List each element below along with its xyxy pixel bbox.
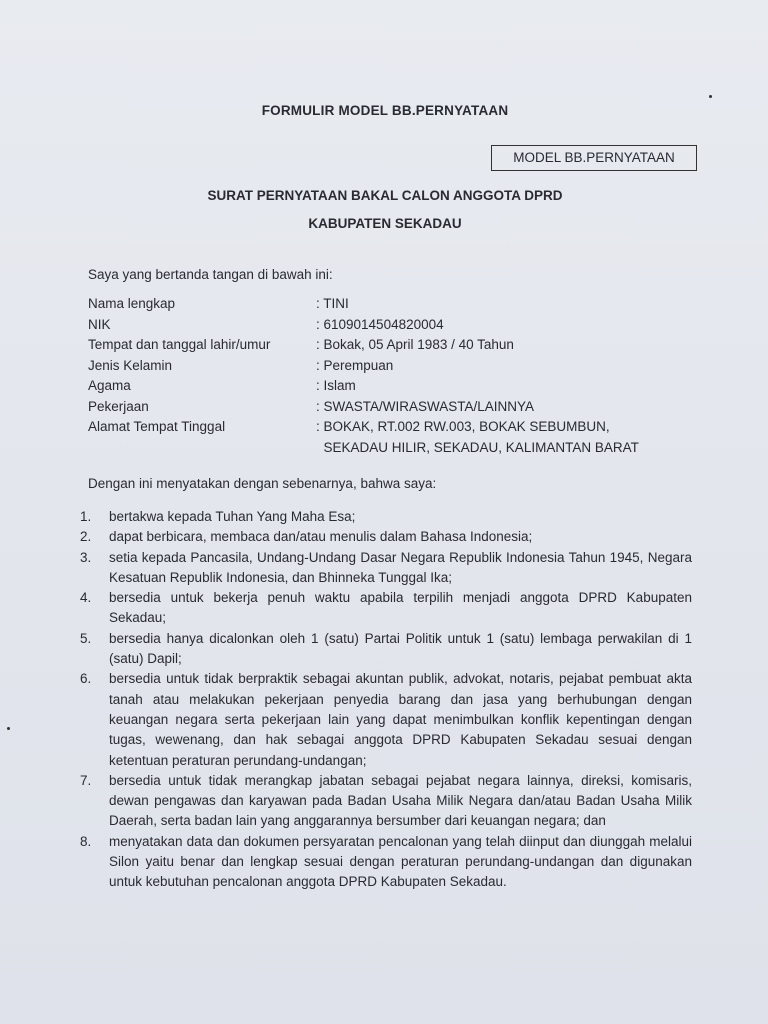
info-label: Alamat Tempat Tinggal	[88, 419, 226, 434]
info-row	[88, 356, 708, 377]
list-text: bersedia hanya dicalonkan oleh 1 (satu) Partai Politik untuk 1 (satu) lembaga perwakilan di 1 (satu) Dapil;	[109, 630, 692, 667]
scan-speck	[709, 95, 712, 98]
list-number: 1.	[80, 509, 92, 524]
list-item	[80, 507, 692, 527]
info-row	[88, 315, 708, 336]
list-number: 8.	[80, 833, 92, 849]
list-text: setia kepada Pancasila, Undang-Undang Dasar Negara Republik Indonesia Tahun 1945, Negara Kesatuan Republik Indonesia, dan Bhinneka Tunggal Ika;	[109, 549, 692, 585]
info-value: : TINI	[316, 296, 349, 311]
info-row	[88, 294, 708, 315]
list-item	[80, 588, 692, 629]
info-value: SEKADAU HILIR, SEKADAU, KALIMANTAN BARAT	[316, 439, 639, 455]
list-number: 6.	[80, 671, 92, 687]
info-label: Tempat dan tanggal lahir/umur	[88, 337, 271, 352]
info-value: : 6109014504820004	[316, 316, 444, 332]
form-title: FORMULIR MODEL BB.PERNYATAAN	[261, 103, 509, 118]
info-label: Agama	[88, 378, 131, 393]
list-number: 4.	[80, 590, 92, 606]
info-label: Nama lengkap	[88, 296, 176, 311]
statement-list	[80, 507, 692, 893]
info-value: : Perempuan	[316, 357, 394, 373]
list-number: 2.	[80, 529, 92, 545]
info-label: Pekerjaan	[88, 398, 149, 414]
list-item	[80, 527, 692, 547]
list-text: bersedia untuk bekerja penuh waktu apabila terpilih menjadi anggota DPRD Kabupaten Sekadau;	[109, 590, 692, 626]
intro-text: Saya yang bertanda tangan di bawah ini:	[88, 267, 333, 282]
model-label-box: MODEL BB.PERNYATAAN	[491, 145, 697, 171]
info-row	[88, 438, 708, 459]
info-value: : SWASTA/WIRASWASTA/LAINNYA	[316, 398, 535, 414]
document-title: SURAT PERNYATAAN BAKAL CALON ANGGOTA DPRD	[207, 188, 563, 203]
info-label	[88, 438, 316, 459]
list-item	[80, 629, 692, 670]
list-number: 5.	[80, 630, 92, 646]
list-text: bersedia untuk tidak merangkap jabatan sebagai pejabat negara lainnya, direksi, komisaris, dewan pengawas dan karyawan pada Badan Usaha Milik Negara dan/atau Badan Usaha Milik Daerah, serta badan lain yang anggarannya bersumber dari keuangan negara; dan	[109, 772, 692, 829]
list-number: 7.	[80, 772, 92, 788]
list-item	[80, 548, 692, 589]
declaration-intro: Dengan ini menyatakan dengan sebenarnya, bahwa saya:	[88, 476, 437, 491]
list-item	[80, 832, 692, 893]
document-subtitle: KABUPATEN SEKADAU	[308, 216, 462, 231]
list-text: dapat berbicara, membaca dan/atau menulis dalam Bahasa Indonesia;	[109, 529, 533, 545]
list-text: bersedia untuk tidak berpraktik sebagai akuntan publik, advokat, notaris, pejabat pembuat akta tanah atau melakukan pekerjaan penyedia barang dan jasa yang berhubungan dengan keuangan negara serta pekerjaan lain yang dapat menimbulkan konflik kepentingan dengan tugas, wewenang, dan hak sebagai anggota DPRD Kabupaten Sekadau sesuai dengan ketentuan peraturan perundang-undangan;	[109, 671, 692, 768]
list-text: menyatakan data dan dokumen persyaratan pencalonan yang telah diinput dan diunggah melalui Silon yaitu benar dan lengkap sesuai dengan peraturan perundang-undangan dan digunakan untuk kebutuhan pencalonan anggota DPRD Kabupaten Sekadau.	[109, 833, 692, 890]
scan-speck	[7, 727, 10, 730]
info-row	[88, 417, 708, 438]
list-number: 3.	[80, 549, 92, 565]
personal-info-table	[88, 294, 708, 458]
info-row	[88, 335, 708, 356]
info-value: : BOKAK, RT.002 RW.003, BOKAK SEBUMBUN,	[316, 419, 610, 434]
info-row	[88, 397, 708, 418]
info-value: : Bokak, 05 April 1983 / 40 Tahun	[316, 337, 514, 352]
info-label: Jenis Kelamin	[88, 357, 173, 373]
list-item	[80, 771, 692, 832]
info-row	[88, 376, 708, 397]
info-label: NIK	[88, 316, 111, 332]
list-item	[80, 669, 692, 770]
list-text: bertakwa kepada Tuhan Yang Maha Esa;	[109, 509, 356, 524]
info-value: : Islam	[316, 378, 356, 393]
